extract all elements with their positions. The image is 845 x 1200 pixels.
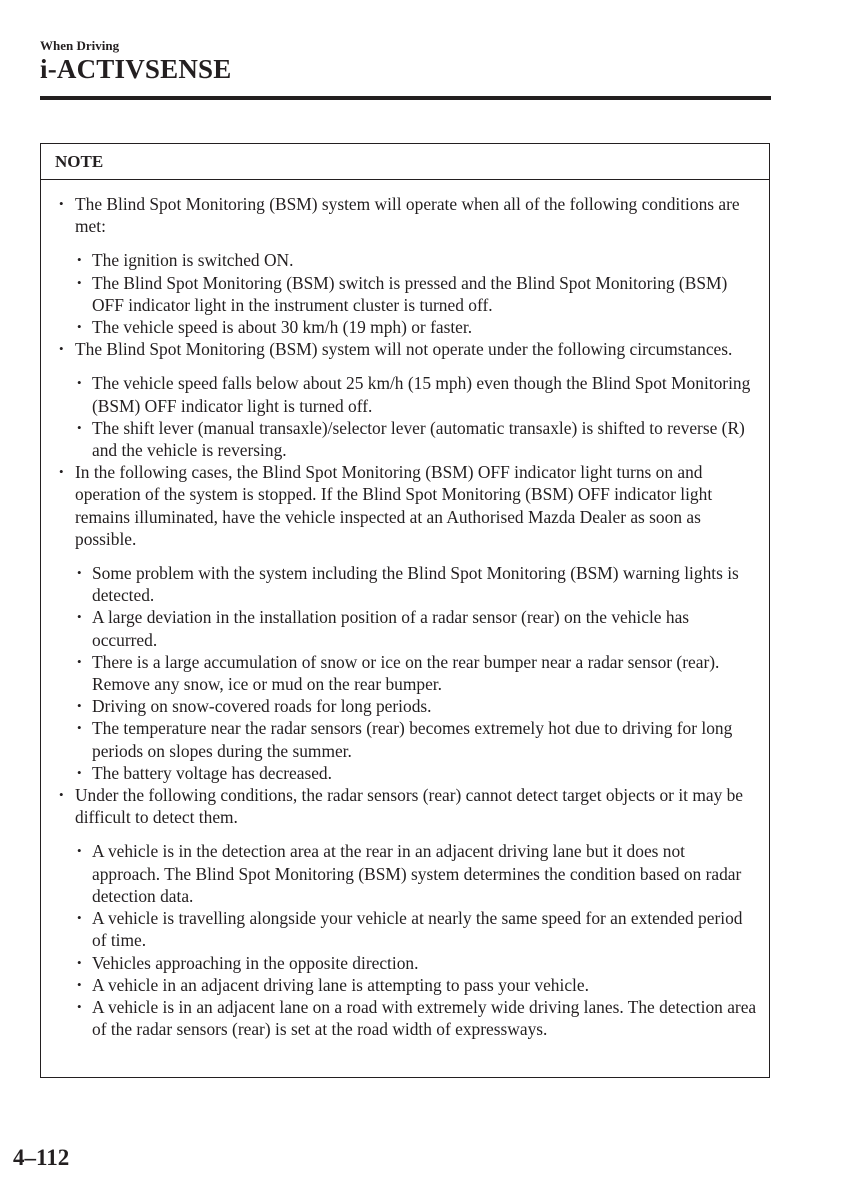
note-item-text: Under the following conditions, the radar sensors (rear) cannot detect target objects or it may be difficult to detect them. — [75, 785, 744, 828]
note-item-text: The Blind Spot Monitoring (BSM) system will operate when all of the following conditions are met: — [75, 194, 740, 237]
note-subitem: • The battery voltage has decreased. — [75, 762, 757, 784]
note-box — [40, 143, 770, 1078]
note-sublist — [75, 562, 757, 784]
note-subitem: • A vehicle is in an adjacent lane on a road with extremely wide driving lanes. The detection area of the radar sensors (rear) is set at the road width of expressways. — [75, 996, 757, 1040]
note-list — [57, 193, 757, 1040]
note-item-text: In the following cases, the Blind Spot Monitoring (BSM) OFF indicator light turns on and operation of the system is stopped. If the Blind Spot Monitoring (BSM) OFF indicator light remains illuminated, have the vehicle inspected at an Authorised Mazda Dealer as soon as possible. — [75, 462, 713, 549]
title-divider — [40, 96, 771, 100]
note-sublist — [75, 249, 757, 338]
note-subitem: • The shift lever (manual transaxle)/selector lever (automatic transaxle) is shifted to reverse (R) and the vehicle is reversing. — [75, 417, 757, 461]
note-subitem: • A large deviation in the installation position of a radar sensor (rear) on the vehicle has occurred. — [75, 606, 757, 650]
note-heading: NOTE — [41, 144, 769, 180]
note-subitem: • A vehicle in an adjacent driving lane is attempting to pass your vehicle. — [75, 974, 757, 996]
note-subitem: • Vehicles approaching in the opposite direction. — [75, 952, 757, 974]
note-item — [57, 193, 757, 338]
note-item-text: The Blind Spot Monitoring (BSM) system will not operate under the following circumstances. — [75, 339, 733, 360]
note-subitem: • The Blind Spot Monitoring (BSM) switch is pressed and the Blind Spot Monitoring (BSM) OFF indicator light in the instrument cluster is turned off. — [75, 272, 757, 316]
note-subitem: • The temperature near the radar sensors (rear) becomes extremely hot due to driving for long periods on slopes during the summer. — [75, 717, 757, 761]
page-number: 4–112 — [13, 1145, 70, 1170]
note-item — [57, 338, 757, 461]
note-sublist — [75, 840, 757, 1040]
note-subitem: • Some problem with the system including the Blind Spot Monitoring (BSM) warning lights is detected. — [75, 562, 757, 606]
note-item — [57, 461, 757, 784]
note-body — [41, 180, 769, 1040]
note-subitem: • The ignition is switched ON. — [75, 249, 757, 271]
note-subitem: • The vehicle speed is about 30 km/h (19 mph) or faster. — [75, 316, 757, 338]
note-sublist — [75, 372, 757, 461]
note-item — [57, 784, 757, 1040]
page-title: i-ACTIVSENSE — [40, 54, 232, 84]
note-subitem: • The vehicle speed falls below about 25 km/h (15 mph) even though the Blind Spot Monitoring (BSM) OFF indicator light is turned off. — [75, 372, 757, 416]
note-subitem: • There is a large accumulation of snow or ice on the rear bumper near a radar sensor (rear). Remove any snow, ice or mud on the rear bumper. — [75, 651, 757, 695]
note-subitem: • A vehicle is travelling alongside your vehicle at nearly the same speed for an extended period of time. — [75, 907, 757, 951]
note-subitem: • Driving on snow-covered roads for long periods. — [75, 695, 757, 717]
section-label: When Driving — [40, 38, 120, 53]
note-subitem: • A vehicle is in the detection area at the rear in an adjacent driving lane but it does not approach. The Blind Spot Monitoring (BSM) system determines the condition based on radar detection data. — [75, 840, 757, 907]
